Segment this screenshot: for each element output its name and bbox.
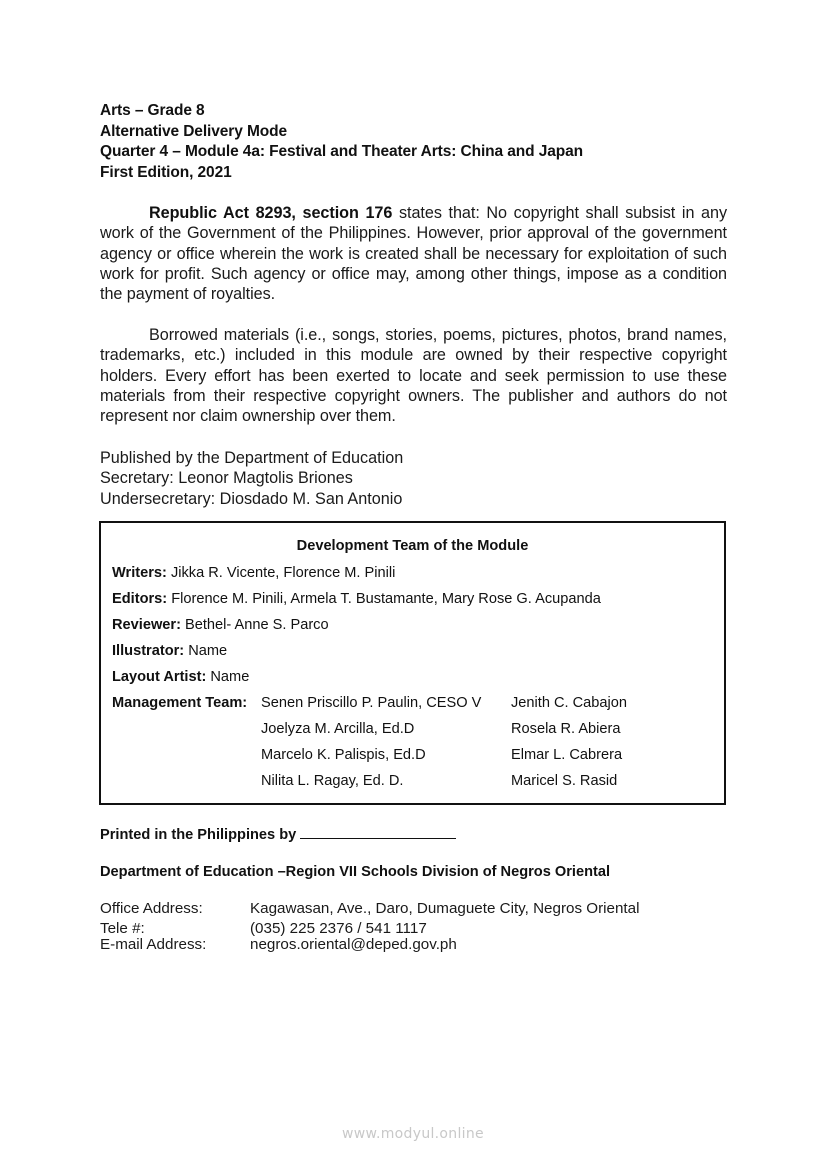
management-member: Rosela R. Abiera [511, 721, 621, 737]
management-member: Senen Priscillo P. Paulin, CESO V [261, 695, 482, 711]
tele-value: (035) 225 2376 / 541 1117 [250, 919, 427, 937]
copyright-notice [100, 203, 727, 304]
illustrator-row [112, 643, 227, 659]
development-team-box [99, 521, 726, 805]
borrowed-materials-notice [100, 325, 727, 426]
address-value: Kagawasan, Ave., Daro, Dumaguete City, Negros Oriental [250, 900, 640, 917]
editors-label: Editors: [112, 591, 168, 607]
management-member: Jenith C. Cabajon [511, 695, 628, 711]
management-member: Elmar L. Cabrera [511, 747, 623, 763]
delivery-mode: Alternative Delivery Mode [100, 122, 288, 140]
editors-value: Florence M. Pinili, Armela T. Bustamante, Mary Rose G. Acupanda [167, 591, 601, 607]
writers-label: Writers: [112, 565, 167, 581]
reviewer-value: Bethel- Anne S. Parco [180, 617, 329, 633]
reviewer-label: Reviewer: [112, 617, 181, 633]
secretary: Secretary: Leonor Magtolis Briones [100, 469, 353, 488]
published-by: Published by the Department of Education [100, 449, 404, 467]
address-label: Office Address: [100, 900, 203, 917]
printer-blank-line [300, 826, 456, 839]
tele-label: Tele #: [100, 919, 145, 937]
title-block [100, 101, 583, 183]
management-team-label: Management Team: [112, 695, 248, 711]
publisher-info [100, 448, 403, 509]
layout-artist-row [112, 669, 249, 685]
subject-grade: Arts – Grade 8 [100, 102, 205, 119]
writers-value: Jikka R. Vicente, Florence M. Pinili [166, 565, 396, 581]
email-label: E-mail Address: [100, 936, 207, 953]
layout-artist-value: Name [206, 669, 250, 685]
undersecretary: Undersecretary: Diosdado M. San Antonio [100, 489, 403, 508]
borrowed-text: Borrowed materials (i.e., songs, stories, poems, pictures, photos, brand names, trademarks, etc.) included in this module are owned by their respective copyright holders. Every effort has been exerted to locate and seek permission to use these materials from their respective copyright owners. The publisher and authors do not represent nor claim ownership over them. [100, 326, 727, 426]
watermark: www.modyul.online [342, 1126, 484, 1142]
layout-artist-label: Layout Artist: [112, 669, 207, 685]
edition: First Edition, 2021 [100, 163, 232, 181]
printed-by-line [100, 826, 456, 843]
management-member: Nilita L. Ragay, Ed. D. [261, 773, 404, 789]
management-member: Maricel S. Rasid [511, 773, 618, 789]
copyright-law-reference: Republic Act 8293, section 176 [149, 204, 393, 222]
email-value: negros.oriental@deped.gov.ph [250, 936, 457, 953]
management-member: Marcelo K. Palispis, Ed.D [261, 747, 426, 763]
illustrator-label: Illustrator: [112, 643, 185, 659]
management-team-row [112, 695, 247, 711]
writers-row [112, 565, 395, 581]
printed-by-label: Printed in the Philippines by [100, 827, 297, 843]
copyright-text: states that: No copyright shall subsist in any work of the Government of the Philippines. However, prior approval of the government agency or office wherein the work is created shall be necessary for exploitation of such work for profit. Such agency or office may, among other things, impose as a condition the payment of royalties. [100, 204, 728, 304]
management-member: Joelyza M. Arcilla, Ed.D [261, 721, 415, 737]
reviewer-row [112, 617, 329, 633]
module-title: Quarter 4 – Module 4a: Festival and Theater Arts: China and Japan [100, 143, 584, 160]
illustrator-value: Name [184, 643, 228, 659]
editors-row [112, 591, 601, 607]
office-name: Department of Education –Region VII Schools Division of Negros Oriental [100, 864, 611, 880]
development-team-title: Development Team of the Module [296, 538, 529, 554]
